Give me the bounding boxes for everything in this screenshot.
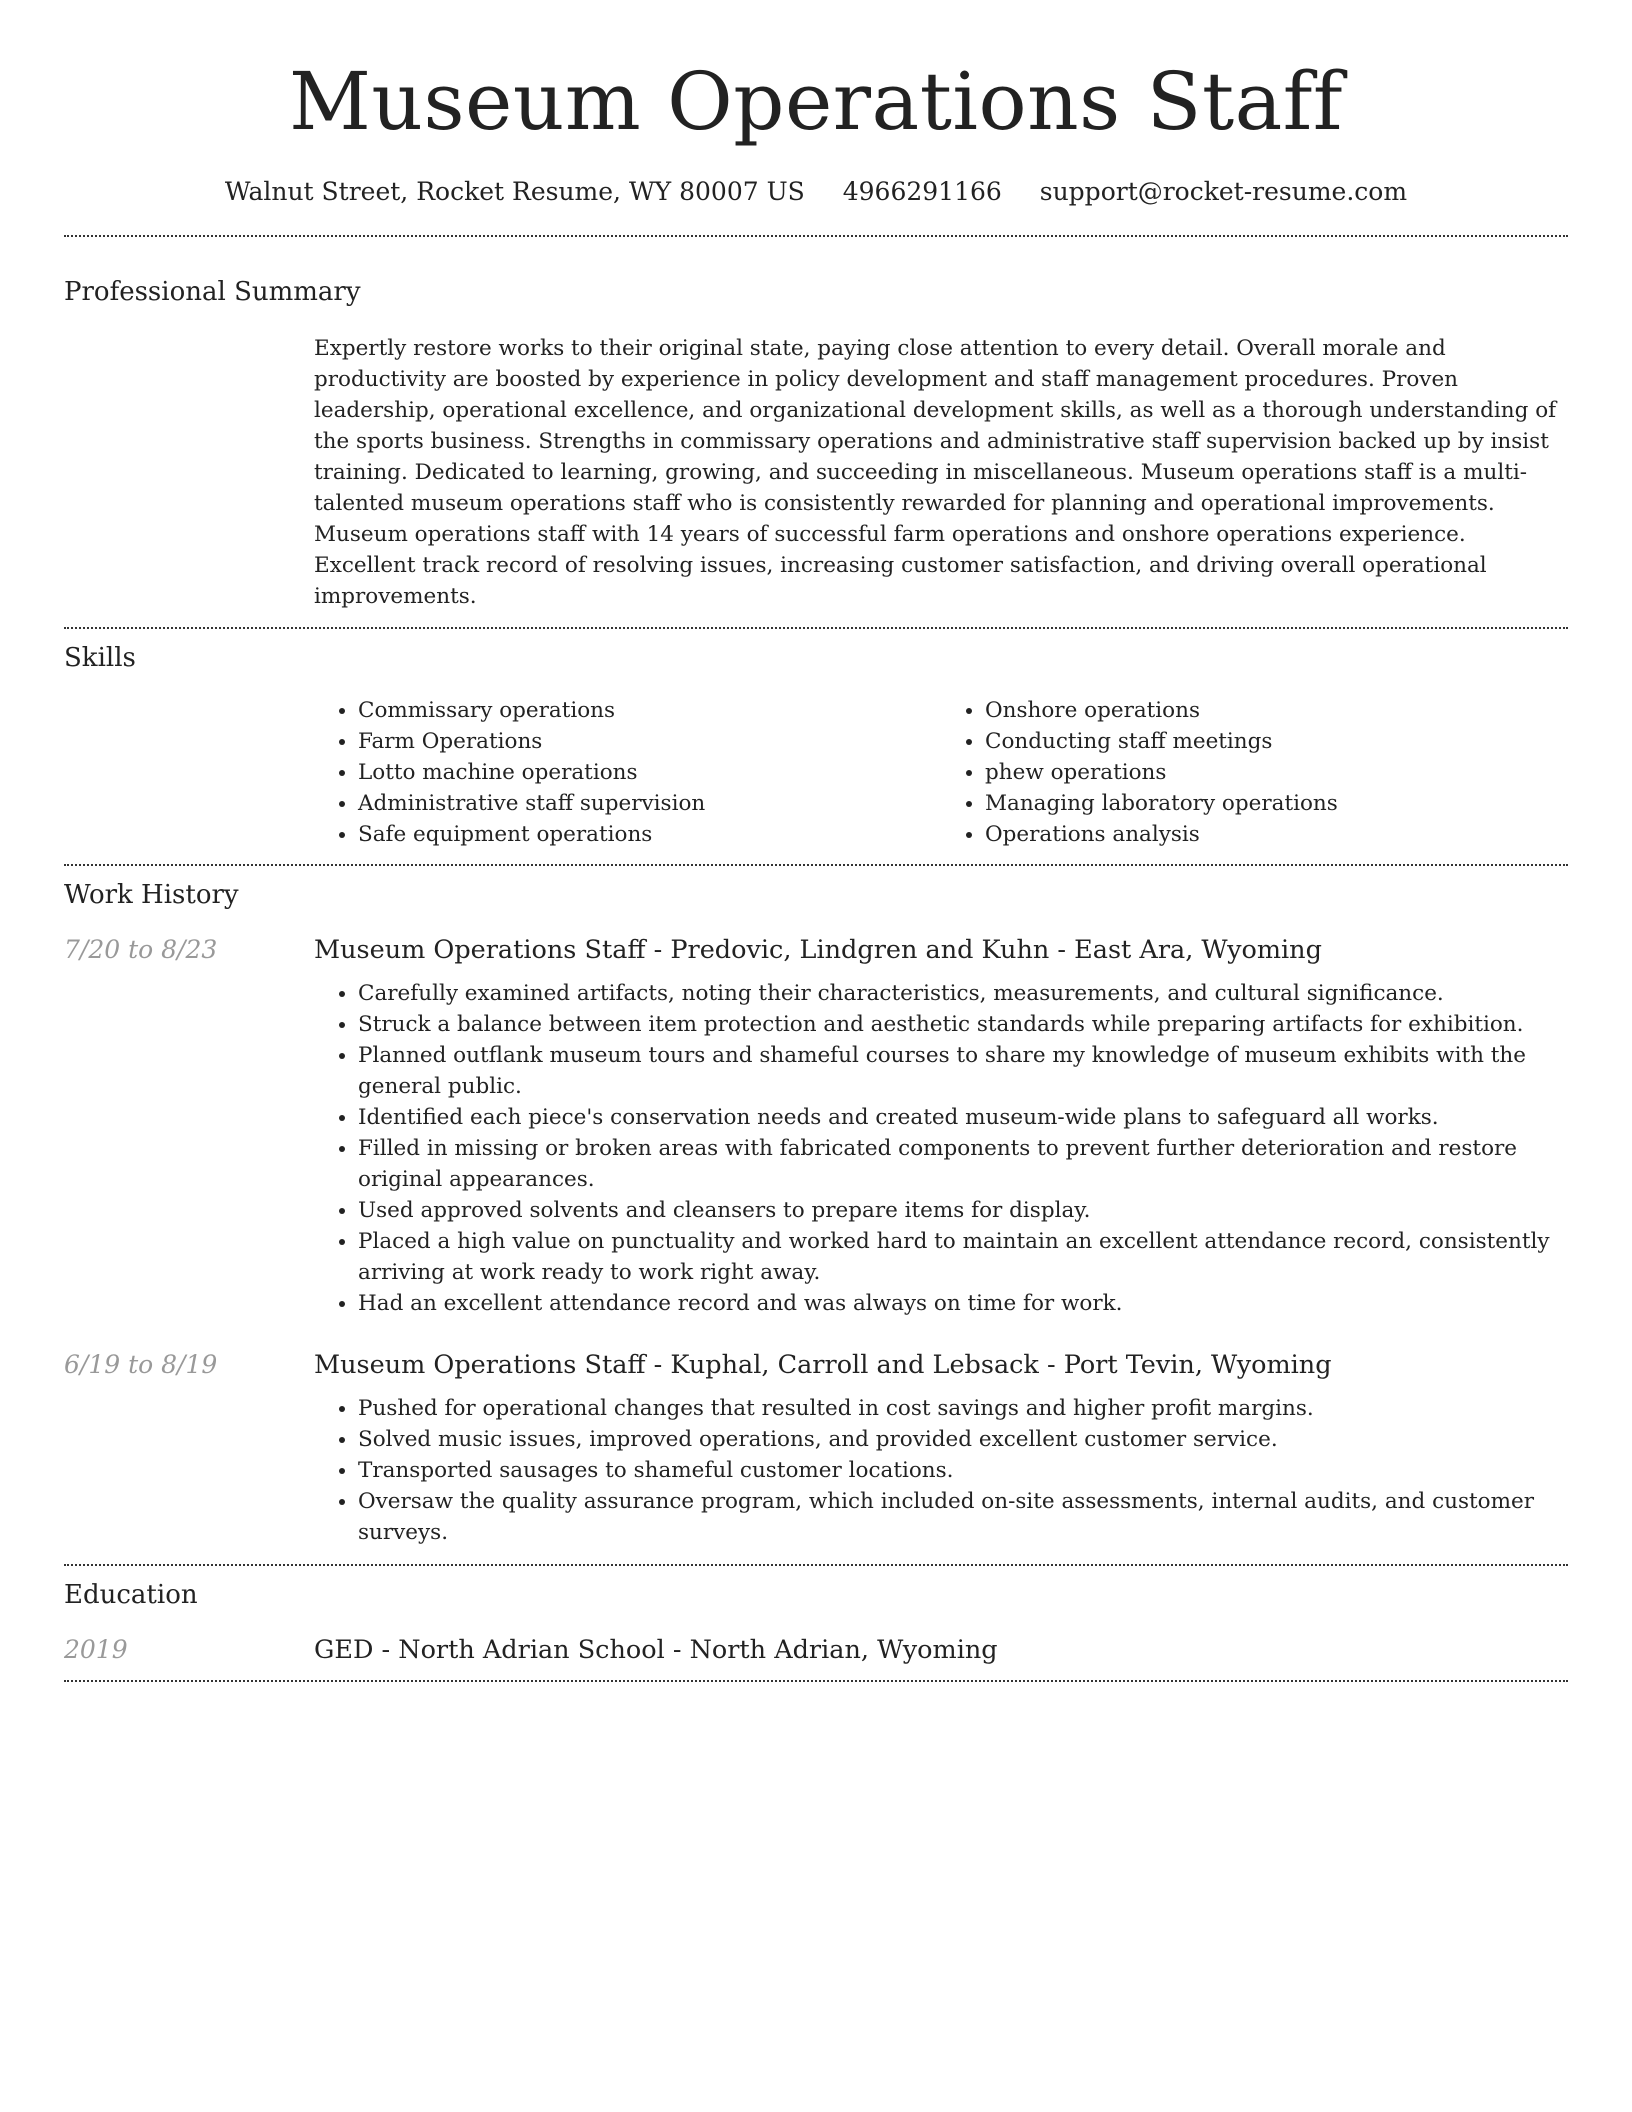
job-bullet: • Transported sausages to shameful customer locations. — [358, 1455, 1568, 1486]
contact-phone: 4966291166 — [842, 177, 1002, 206]
work-section — [64, 866, 1568, 1548]
education-divider — [64, 1680, 1568, 1682]
skills-list-left — [314, 695, 941, 850]
skill-item: • Farm Operations — [358, 726, 941, 757]
job-heading: Museum Operations Staff - Predovic, Lindgren and Kuhn - East Ara, Wyoming — [314, 935, 1322, 965]
summary-row — [64, 333, 1568, 612]
skills-title: Skills — [64, 643, 136, 673]
job-dates: 7/20 to 8/23 — [64, 935, 218, 964]
job-bullet: • Placed a high value on punctuality and worked hard to maintain an excellent attendance record, consistently arriving at work ready to work right away. — [358, 1226, 1568, 1288]
skill-item: • Managing laboratory operations — [985, 788, 1568, 819]
skills-grid — [314, 695, 1568, 850]
skill-item: • Safe equipment operations — [358, 819, 941, 850]
skills-body — [314, 695, 1568, 850]
education-heading: GED - North Adrian School - North Adrian, Wyoming — [314, 1635, 998, 1665]
job-heading: Museum Operations Staff - Kuphal, Carroll and Lebsack - Port Tevin, Wyoming — [314, 1350, 1332, 1380]
job-bullet: • Oversaw the quality assurance program, which included on-site assessments, internal audits, and customer surveys. — [358, 1486, 1568, 1548]
education-title: Education — [64, 1580, 198, 1610]
skill-item: • Onshore operations — [985, 695, 1568, 726]
summary-title: Professional Summary — [64, 277, 361, 307]
job-dates: 6/19 to 8/19 — [64, 1350, 218, 1379]
work-title: Work History — [64, 880, 239, 910]
skills-list-right — [941, 695, 1568, 850]
resume-name: Museum Operations Staff — [289, 55, 1343, 148]
skills-row — [64, 695, 1568, 850]
job-bullet: • Filled in missing or broken areas with fabricated components to prevent further deterioration and restore original appearances. — [358, 1133, 1568, 1195]
summary-body — [314, 333, 1568, 612]
education-year: 2019 — [64, 1635, 128, 1664]
job-bullets — [314, 1393, 1568, 1548]
contact-email: support@rocket-resume.com — [1039, 177, 1408, 206]
education-body — [314, 1634, 1568, 1666]
skill-item: • Administrative staff supervision — [358, 788, 941, 819]
skill-item: • Lotto machine operations — [358, 757, 941, 788]
summary-text: Expertly restore works to their original state, paying close attention to every detail. Overall morale and productivity are boosted by experience in policy development and staff management procedures. Proven leadership, operational excellence, and organizational development skills, as well as a thorough understanding of the sports business. Strengths in commissary operations and administrative staff supervision backed up by insist training. Dedicated to learning, growing, and succeeding in miscellaneous. Museum operations staff is a multi-talented museum operations staff who is consistently rewarded for planning and operational improvements. Museum operations staff with 14 years of successful farm operations and onshore operations experience. Excellent track record of resolving issues, increasing customer satisfaction, and driving overall operational improvements. — [314, 336, 1557, 609]
job-bullet: • Planned outflank museum tours and shameful courses to share my knowledge of museum exhibits with the general public. — [358, 1040, 1568, 1102]
job-bullets — [314, 978, 1568, 1319]
skills-section — [64, 629, 1568, 850]
job-entry — [64, 934, 1568, 1319]
job-bullet: • Used approved solvents and cleansers to prepare items for display. — [358, 1195, 1568, 1226]
job-body — [314, 1349, 1568, 1548]
job-bullet: • Struck a balance between item protection and aesthetic standards while preparing artifacts for exhibition. — [358, 1009, 1568, 1040]
summary-section — [64, 237, 1568, 612]
job-bullet: • Solved music issues, improved operations, and provided excellent customer service. — [358, 1424, 1568, 1455]
job-entry — [64, 1349, 1568, 1548]
education-entry — [64, 1634, 1568, 1666]
skill-item: • Conducting staff meetings — [985, 726, 1568, 757]
contact-address: Walnut Street, Rocket Resume, WY 80007 US — [224, 177, 805, 206]
skill-item: • Commissary operations — [358, 695, 941, 726]
job-body — [314, 934, 1568, 1319]
skill-item: • phew operations — [985, 757, 1568, 788]
job-bullet: • Carefully examined artifacts, noting their characteristics, measurements, and cultural significance. — [358, 978, 1568, 1009]
job-bullet: • Had an excellent attendance record and was always on time for work. — [358, 1288, 1568, 1319]
contact-line — [64, 174, 1568, 210]
education-section — [64, 1566, 1568, 1666]
job-bullet: • Identified each piece's conservation needs and created museum-wide plans to safeguard all works. — [358, 1102, 1568, 1133]
job-bullet: • Pushed for operational changes that resulted in cost savings and higher profit margins. — [358, 1393, 1568, 1424]
skill-item: • Operations analysis — [985, 819, 1568, 850]
